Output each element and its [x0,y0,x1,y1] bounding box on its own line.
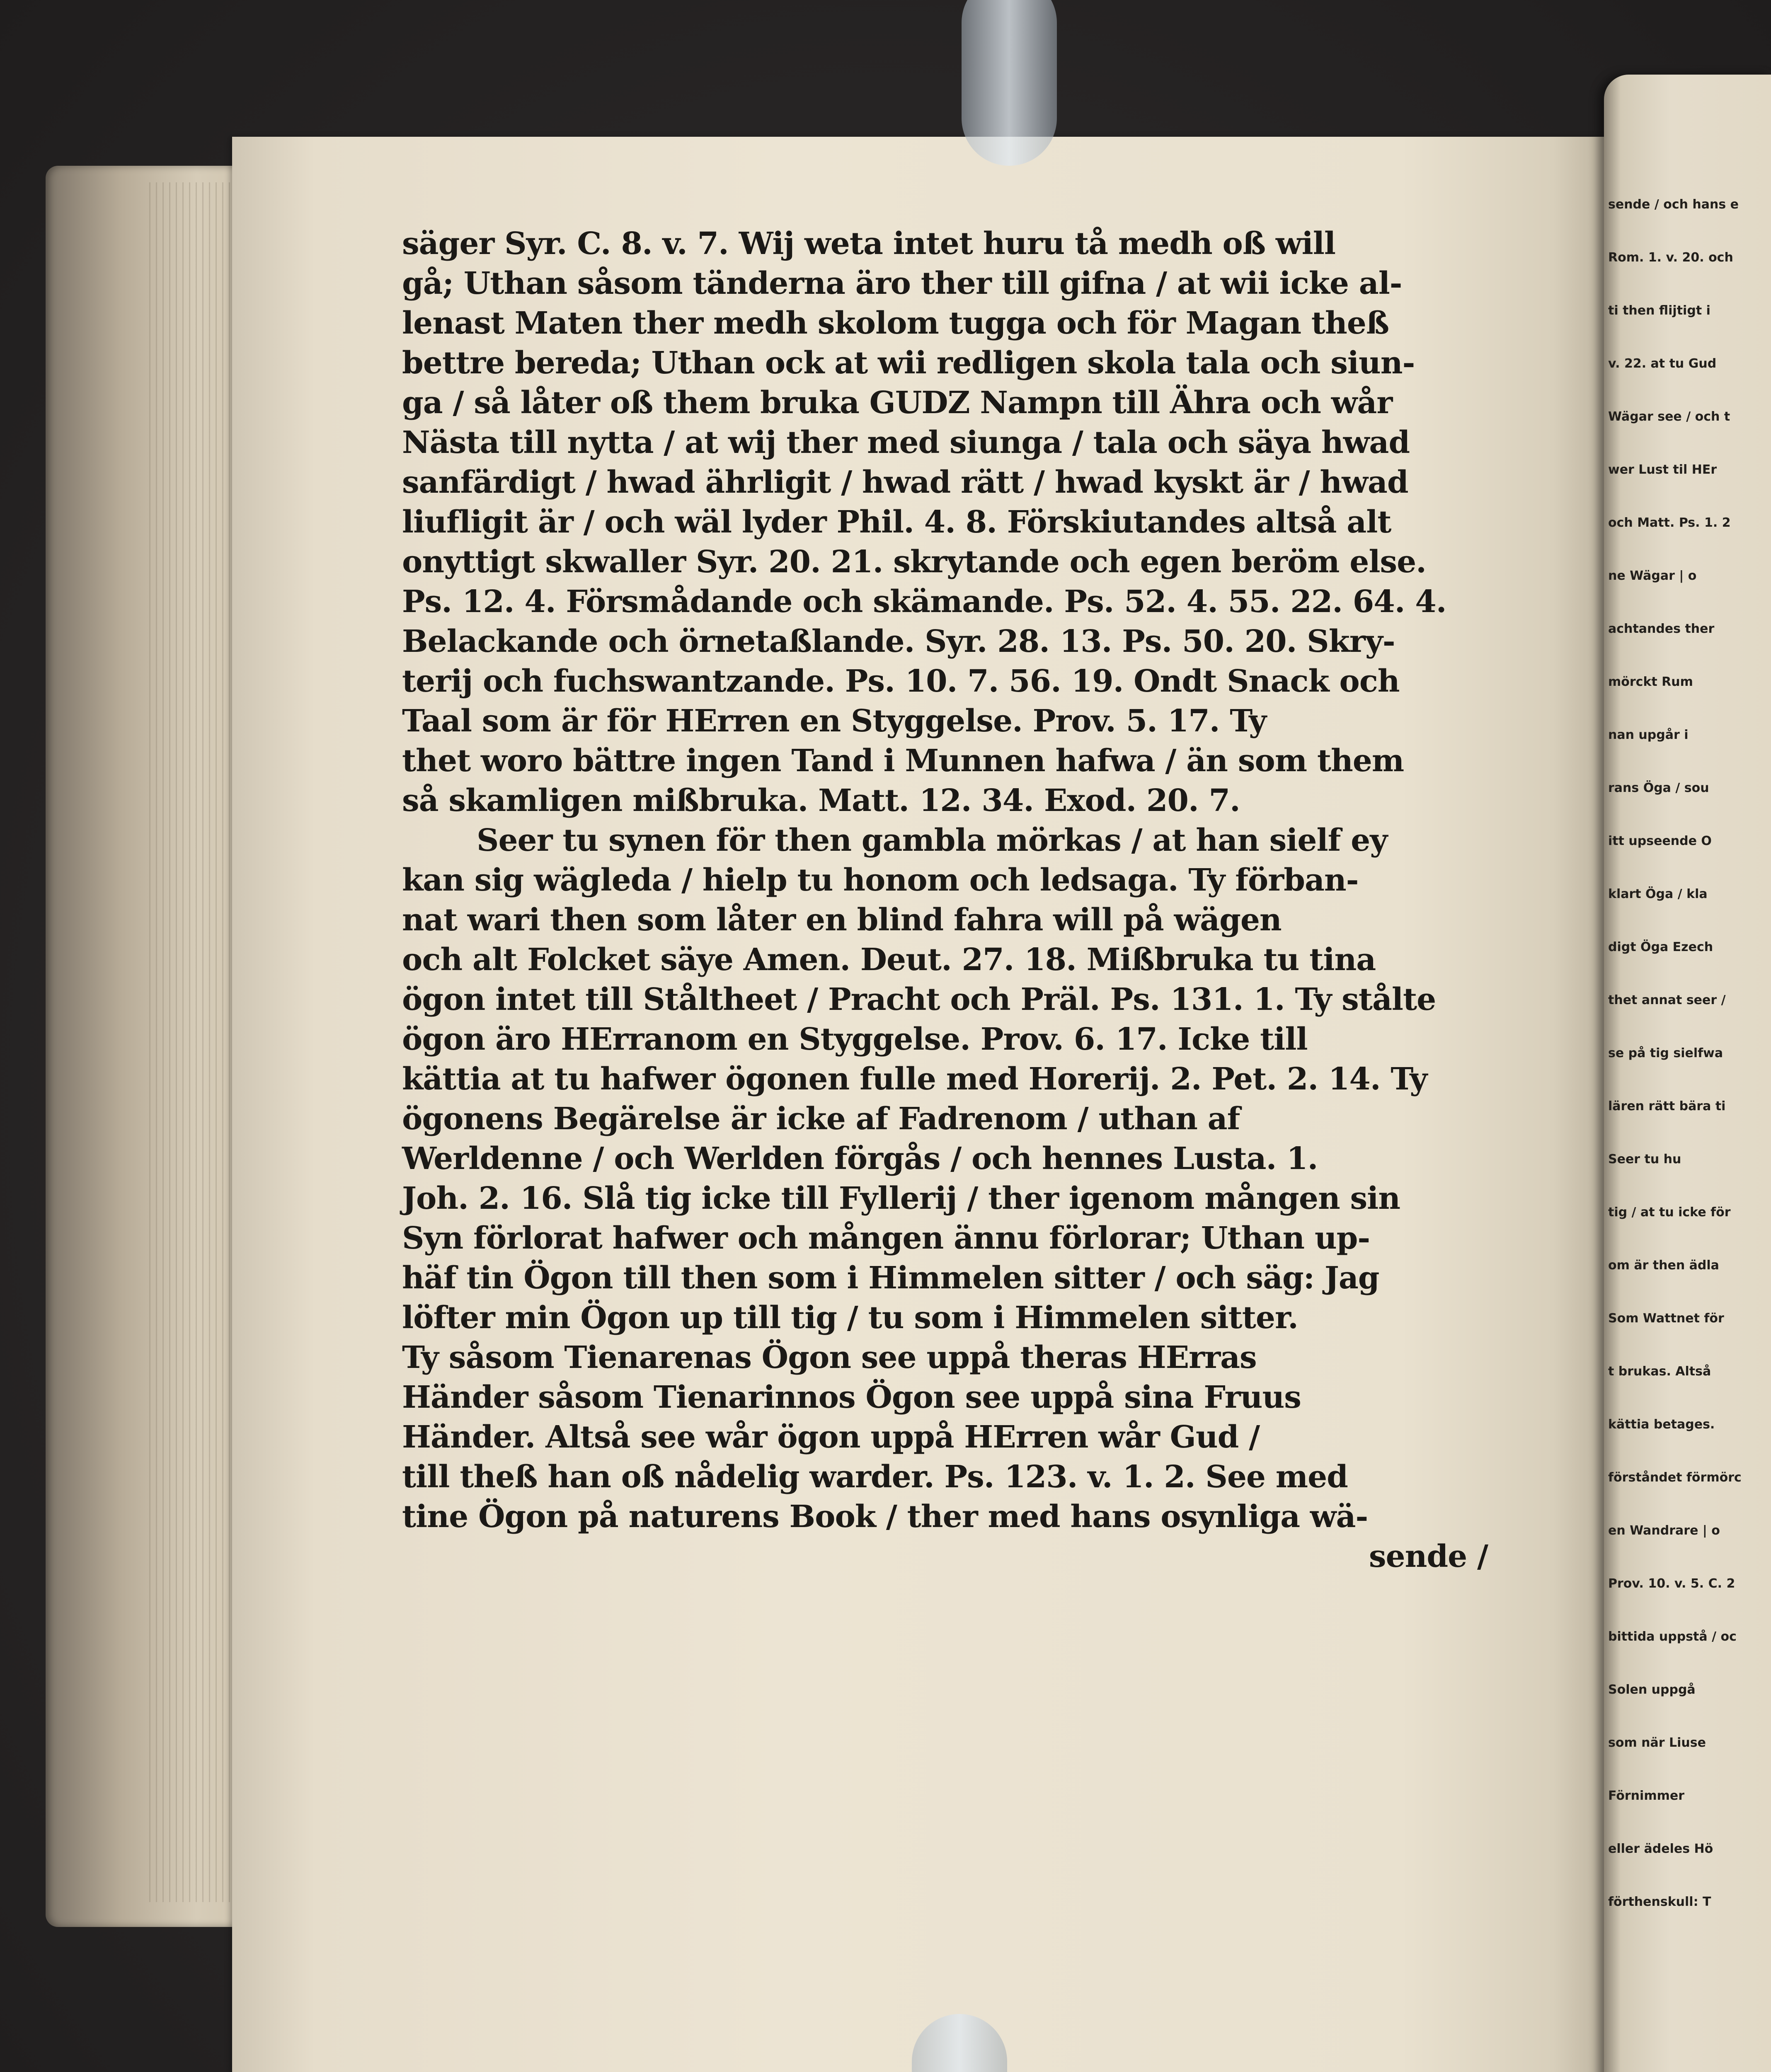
facing-text-line: achtandes ther [1608,622,1715,636]
facing-text-line: nan upgår i [1608,728,1689,742]
text-line: Syn förlorat hafwer och mången ännu förlorar; Uthan up- [402,1220,1370,1256]
text-line: tine Ögon på naturens Book / ther med hans osynliga wä- [402,1499,1368,1535]
main-page-text [402,224,1488,1576]
text-line: Nästa till nytta / at wij ther med siunga / tala och säya hwad [402,425,1410,460]
facing-text-line: thet annat seer / [1608,993,1726,1007]
text-line: Seer tu synen för then gambla mörkas / at han sielf ey [477,823,1388,858]
facing-text-line: en Wandrare | o [1608,1523,1720,1538]
text-line: så skamligen mißbruka. Matt. 12. 34. Exod. 20. 7. [402,783,1240,818]
text-line: bettre bereda; Uthan ock at wii redligen skola tala och siun- [402,345,1415,381]
facing-text-line: t brukas. Altså [1608,1364,1711,1379]
text-line: ögon intet till Ståltheet / Pracht och Präl. Ps. 131. 1. Ty stålte [402,982,1436,1017]
facing-text-line: mörckt Rum [1608,675,1693,689]
text-line: och alt Folcket säye Amen. Deut. 27. 18. Mißbruka tu tina [402,942,1376,978]
text-line: Werldenne / och Werlden förgås / och hennes Lusta. 1. [402,1141,1318,1176]
facing-text-line: lären rätt bära ti [1608,1099,1726,1113]
facing-text-line: Förnimmer [1608,1789,1684,1803]
facing-text-line: rans Öga / sou [1608,781,1709,795]
text-line: sanfärdigt / hwad ährligit / hwad rätt / hwad kyskt är / hwad [402,465,1408,500]
facing-text-line: v. 22. at tu Gud [1608,356,1717,371]
text-line: Ps. 12. 4. Försmådande och skämande. Ps. 52. 4. 55. 22. 64. 4. [402,584,1446,620]
text-line: terij och fuchswantzande. Ps. 10. 7. 56. 19. Ondt Snack och [402,663,1400,699]
facing-text-line: klart Öga / kla [1608,887,1708,901]
text-line: ga / så låter oß them bruka GUDZ Nampn till Ähra och wår [402,385,1393,421]
text-line: Taal som är för HErren en Styggelse. Prov. 5. 17. Ty [402,703,1267,739]
facing-text-line: Wägar see / och t [1608,409,1730,424]
facing-text-line: tig / at tu icke för [1608,1205,1731,1220]
facing-text-line: förthenskull: T [1608,1895,1711,1909]
facing-text-line: ne Wägar | o [1608,569,1697,583]
facing-text-line: Som Wattnet för [1608,1311,1724,1326]
facing-text-line: som när Liuse [1608,1736,1706,1750]
facing-text-line: itt upseende O [1608,834,1712,848]
facing-text-line: kättia betages. [1608,1417,1715,1432]
facing-text-line: bittida uppstå / oc [1608,1629,1737,1644]
text-line: häf tin Ögon till then som i Himmelen sitter / och säg: Jag [402,1260,1379,1296]
text-line: Joh. 2. 16. Slå tig icke till Fyllerij / ther igenom mången sin [402,1181,1400,1216]
text-line: Händer såsom Tienarinnos Ögon see uppå sina Fruus [402,1380,1301,1415]
facing-text-line: och Matt. Ps. 1. 2 [1608,516,1731,530]
book-page-edges [46,166,261,1927]
facing-text-line: förståndet förmörc [1608,1470,1742,1485]
facing-text-line: digt Öga Ezech [1608,940,1713,954]
facing-page-text [1608,178,1771,1929]
text-line: Belackande och örnetaßlande. Syr. 28. 13. Ps. 50. 20. Skry- [402,624,1395,659]
text-line: löfter min Ögon up till tig / tu som i Himmelen sitter. [402,1300,1298,1336]
text-line: nat wari then som låter en blind fahra will på wägen [402,902,1282,938]
facing-text-line: sende / och hans e [1608,197,1739,212]
book-clip-top [962,0,1057,166]
text-line: till theß han oß nådelig warder. Ps. 123. v. 1. 2. See med [402,1459,1348,1495]
text-line: sende / [1369,1539,1488,1574]
facing-text-line: Seer tu hu [1608,1152,1681,1167]
text-line: ögonens Begärelse är icke af Fadrenom / uthan af [402,1101,1240,1137]
text-line: onyttigt skwaller Syr. 20. 21. skrytande och egen beröm else. [402,544,1426,580]
text-line: Händer. Altså see wår ögon uppå HErren wår Gud / [402,1419,1260,1455]
facing-text-line: Rom. 1. v. 20. och [1608,250,1733,265]
text-line: gå; Uthan såsom tänderna äro ther till gifna / at wii icke al- [402,266,1402,301]
text-line: Ty såsom Tienarenas Ögon see uppå theras HErras [402,1340,1257,1375]
text-line: kan sig wägleda / hielp tu honom och ledsaga. Ty förban- [402,862,1359,898]
facing-text-line: se på tig sielfwa [1608,1046,1723,1060]
text-line: lenast Maten ther medh skolom tugga och för Magan theß [402,305,1389,341]
facing-text-line: Solen uppgå [1608,1682,1696,1697]
facing-text-line: ti then flijtigt i [1608,303,1710,318]
facing-text-line: om är then ädla [1608,1258,1719,1273]
facing-text-line: Prov. 10. v. 5. C. 2 [1608,1576,1735,1591]
text-line: kättia at tu hafwer ögonen fulle med Horerij. 2. Pet. 2. 14. Ty [402,1061,1427,1097]
facing-text-line: wer Lust til HEr [1608,462,1717,477]
text-line: ögon äro HErranom en Styggelse. Prov. 6. 17. Icke till [402,1021,1308,1057]
text-line: säger Syr. C. 8. v. 7. Wij weta intet huru tå medh oß will [402,226,1335,261]
text-line: liufligit är / och wäl lyder Phil. 4. 8. Förskiutandes altså alt [402,504,1391,540]
facing-text-line: eller ädeles Hö [1608,1842,1713,1856]
text-line: thet woro bättre ingen Tand i Munnen hafwa / än som them [402,743,1404,779]
